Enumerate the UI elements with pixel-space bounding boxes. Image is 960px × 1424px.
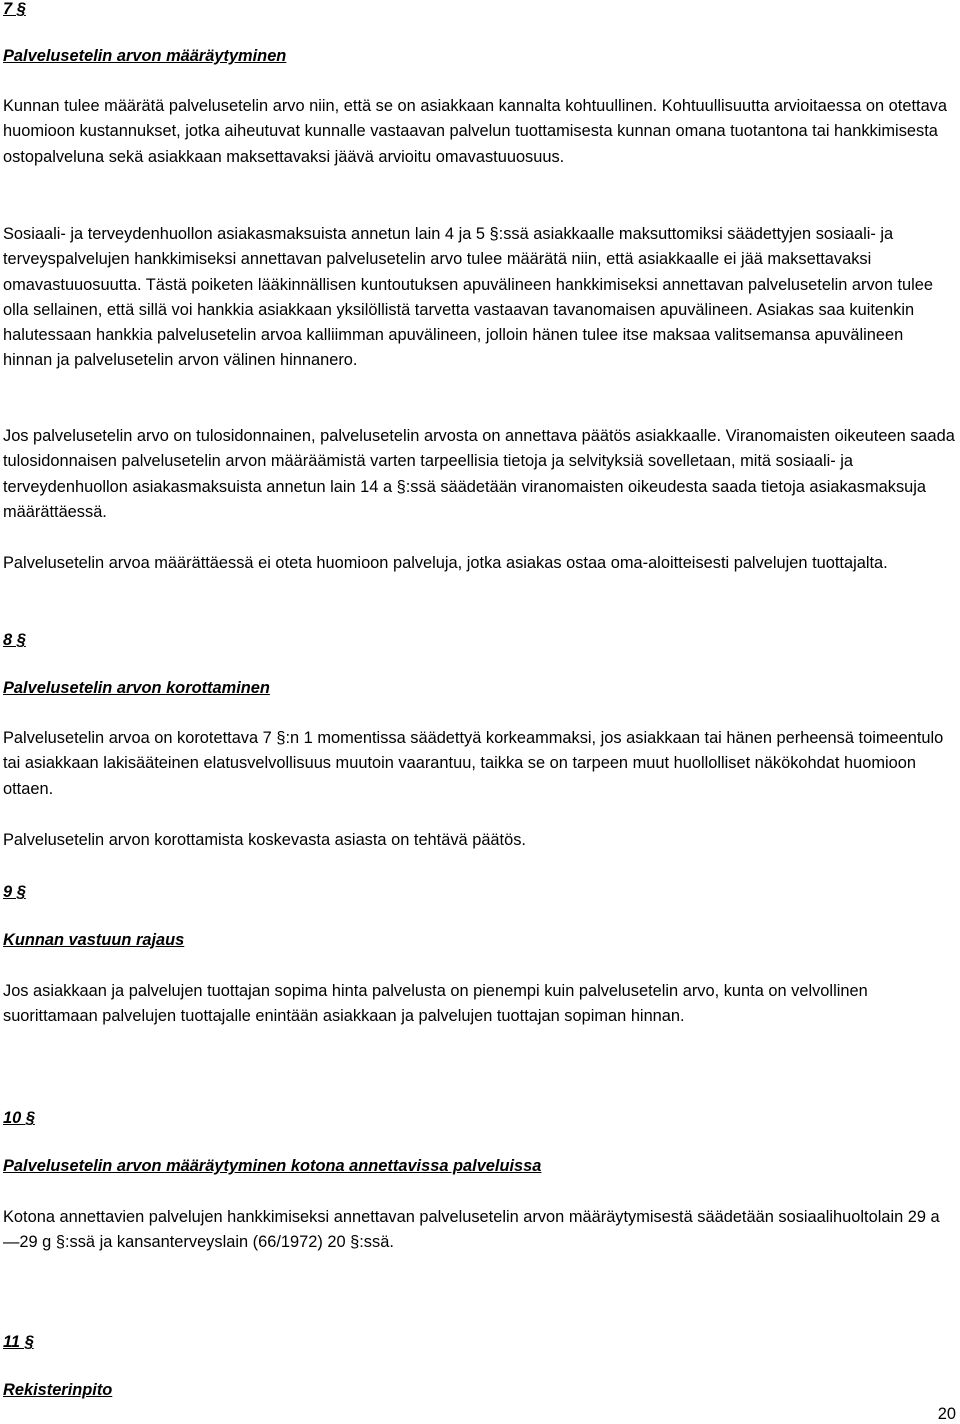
section-10-number: 10 § bbox=[3, 1109, 35, 1127]
section-10-title: Palvelusetelin arvon määräytyminen kotona annettavissa palveluissa bbox=[3, 1157, 542, 1175]
section-9-paragraph-1: Jos asiakkaan ja palvelujen tuottajan sopima hinta palvelusta on pienempi kuin palvelusetelin arvo, kunta on velvollinen suorittamaan palvelujen tuottajalle enintään asiakkaan ja palvelujen tuottajan sopiman hinnan. bbox=[3, 982, 868, 1026]
section-7-paragraph-2: Sosiaali- ja terveydenhuollon asiakasmaksuista annetun lain 4 ja 5 §:ssä asiakkaalle maksuttomiksi säädettyjen sosiaali- ja terveyspalvelujen hankkimiseksi annettavan palvelusetelin arvo tulee määrätä niin, että asiakkaalle ei jää maksettavaksi omavastuuosuutta. Tästä poiketen lääkinnällisen kuntoutuksen apuvälineen hankkimiseksi annettavan palvelusetelin arvon tulee olla sellainen, että sillä voi hankkia asiakkaan yksilöllistä tarvetta vastaavan tavanomaisen apuvälineen. Asiakas saa kuitenkin halutessaan hankkia palvelusetelin arvoa kalliimman apuvälineen, jolloin hänen tulee itse maksaa valitsemansa apuvälineen hinnan ja palvelusetelin arvon välinen hinnanero. bbox=[3, 225, 934, 370]
page-number: 20 bbox=[937, 1405, 956, 1423]
section-7-paragraph-1: Kunnan tulee määrätä palvelusetelin arvo niin, että se on asiakkaan kannalta kohtuullinen. Kohtuullisuutta arvioitaessa on otettava huomioon kustannukset, jotka aiheutuvat kunnalle vastaavan palvelun tuottamisesta kunnan omana tuotantona tai hankkimisesta ostopalveluna sekä asiakkaan maksettavaksi jäävä arvioitu omavastuuosuus. bbox=[3, 97, 947, 166]
section-11-number: 11 § bbox=[3, 1333, 34, 1351]
section-8-paragraph-1: Palvelusetelin arvoa on korotettava 7 §:n 1 momentissa säädettyä korkeammaksi, jos asiakkaan tai hänen perheensä toimeentulo tai asiakkaan lakisääteinen elatusvelvollisuus muutoin vaarantuu, taikka se on tarpeen muut huollolliset näkökohdat huomioon ottaen. bbox=[3, 729, 944, 798]
section-8-title: Palvelusetelin arvon korottaminen bbox=[3, 679, 270, 697]
section-9-title: Kunnan vastuun rajaus bbox=[3, 931, 185, 949]
section-7-paragraph-3: Jos palvelusetelin arvo on tulosidonnainen, palvelusetelin arvosta on annettava päätös asiakkaalle. Viranomaisten oikeuteen saada tulosidonnaisen palvelusetelin arvon määräämistä varten tarpeellisia tietoja ja selvityksiä sovelletaan, mitä sosiaali- ja terveydenhuollon asiakasmaksuista annetun lain 14 a §:ssä säädetään viranomaisten oikeudesta saada tietoja asiakasmaksuja määrättäessä. bbox=[3, 427, 955, 521]
section-8-number: 8 § bbox=[3, 631, 26, 649]
section-7-number: 7 § bbox=[3, 0, 26, 18]
section-7-title: Palvelusetelin arvon määräytyminen bbox=[3, 47, 287, 65]
section-8-paragraph-2: Palvelusetelin arvon korottamista koskevasta asiasta on tehtävä päätös. bbox=[3, 831, 526, 849]
section-7-paragraph-4: Palvelusetelin arvoa määrättäessä ei oteta huomioon palveluja, jotka asiakas ostaa oma-aloitteisesti palvelujen tuottajalta. bbox=[3, 554, 888, 572]
section-11-title: Rekisterinpito bbox=[3, 1381, 113, 1399]
section-10-paragraph-1: Kotona annettavien palvelujen hankkimiseksi annettavan palvelusetelin arvon määräytymisestä säädetään sosiaalihuoltolain 29 a—29 g §:ssä ja kansanterveyslain (66/1972) 20 §:ssä. bbox=[3, 1208, 940, 1252]
section-9-number: 9 § bbox=[3, 883, 26, 901]
